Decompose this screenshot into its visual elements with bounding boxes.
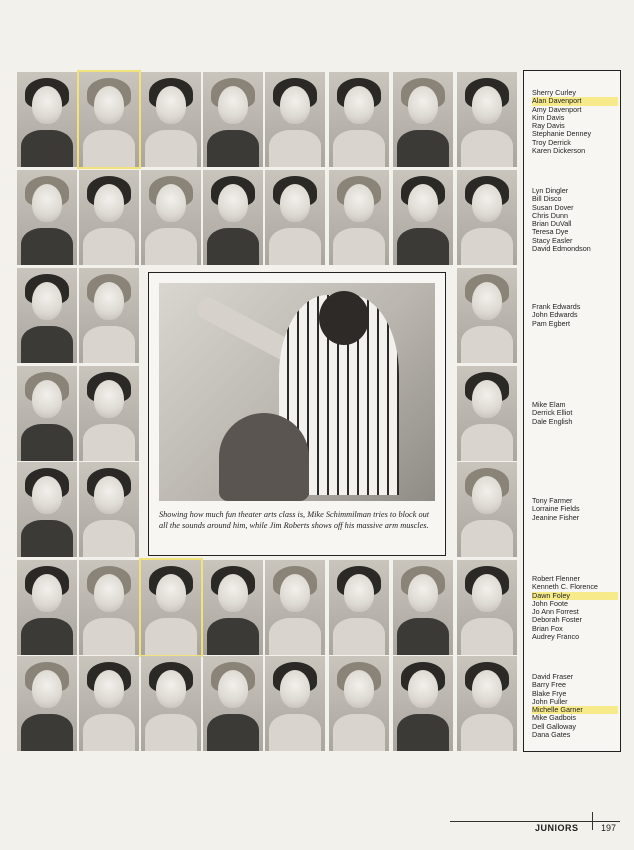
name-group: [532, 89, 618, 155]
student-name: Jo Ann Forrest: [532, 607, 579, 617]
student-name: Blake Frye: [532, 688, 567, 698]
student-name: Derrick Elliot: [532, 408, 573, 418]
feature-photo: [159, 283, 435, 501]
student-portrait: [393, 170, 453, 265]
student-name: Dana Gates: [532, 730, 571, 740]
student-portrait: [393, 72, 453, 167]
student-name: Pam Egbert: [532, 318, 570, 328]
student-name: Jeanine Fisher: [532, 512, 580, 522]
student-name: David Fraser: [532, 672, 574, 681]
student-portrait: [141, 72, 201, 167]
student-portrait: [17, 72, 77, 167]
student-portrait: [79, 560, 139, 655]
student-portrait: [203, 170, 263, 265]
student-portrait: [329, 170, 389, 265]
student-portrait: [79, 366, 139, 461]
student-name: John Fuller: [532, 696, 568, 706]
name-group: [532, 673, 618, 739]
student-portrait: [457, 366, 517, 461]
student-name: Karen Dickerson: [532, 146, 586, 156]
student-name: Barry Free: [532, 680, 566, 690]
student-portrait: [79, 462, 139, 557]
seated-figure: [219, 413, 309, 501]
student-name: Kim Davis: [532, 112, 565, 122]
figure-head: [319, 291, 369, 345]
student-name: Stacy Easler: [532, 235, 573, 245]
student-name: Dawn Foley: [532, 592, 618, 600]
student-name: Brian DuVall: [532, 219, 572, 229]
feature-caption: Showing how much fun theater arts class is, Mike Schimmilman tries to block out all the sounds around him, while Jim Roberts shows off his massive arm muscles.: [159, 510, 430, 530]
student-name: Mike Elam: [532, 400, 566, 409]
name-group: [532, 575, 618, 641]
student-portrait: [203, 656, 263, 751]
student-name: Lyn Dingler: [532, 186, 569, 195]
student-portrait: [265, 656, 325, 751]
student-portrait: [457, 462, 517, 557]
student-name: Mike Gadbois: [532, 713, 576, 723]
student-portrait: [141, 656, 201, 751]
student-name: Tony Farmer: [532, 496, 573, 505]
student-portrait: [457, 170, 517, 265]
student-portrait: [17, 656, 77, 751]
student-name: Dale English: [532, 416, 573, 426]
student-name: Amy Davenport: [532, 104, 582, 114]
footer-rule: [450, 821, 620, 822]
student-name: David Edmondson: [532, 244, 591, 254]
section-label: JUNIORS: [535, 823, 579, 833]
name-group: [532, 401, 618, 426]
student-portrait: [79, 268, 139, 363]
student-portrait: [329, 656, 389, 751]
student-name: Bill Disco: [532, 194, 562, 204]
student-name: Stephanie Denney: [532, 129, 592, 139]
student-portrait: [17, 462, 77, 557]
student-name: John Edwards: [532, 310, 578, 320]
student-portrait: [79, 170, 139, 265]
name-group: [532, 187, 618, 253]
student-portrait: [393, 656, 453, 751]
student-name: Lorraine Fields: [532, 504, 580, 514]
student-portrait: [329, 72, 389, 167]
student-portrait: [203, 72, 263, 167]
student-portrait: [265, 170, 325, 265]
student-portrait: [393, 560, 453, 655]
student-name: Ray Davis: [532, 121, 565, 131]
student-portrait: [265, 72, 325, 167]
student-name: Dell Galloway: [532, 721, 576, 731]
student-portrait: [141, 170, 201, 265]
student-portrait: [17, 170, 77, 265]
student-portrait: [79, 656, 139, 751]
student-portrait: [17, 560, 77, 655]
student-portrait: [17, 268, 77, 363]
student-portrait: [457, 560, 517, 655]
name-group: [532, 303, 618, 328]
student-name: Michelle Garner: [532, 706, 618, 714]
student-portrait: [203, 560, 263, 655]
student-name: Susan Dover: [532, 202, 574, 212]
student-portrait: [457, 268, 517, 363]
student-name: Deborah Foster: [532, 615, 582, 625]
student-name: Robert Flenner: [532, 574, 580, 583]
feature-photo-box: [148, 272, 446, 556]
name-group: [532, 497, 618, 522]
student-name: Chris Dunn: [532, 210, 568, 220]
student-portrait: [17, 366, 77, 461]
footer-divider: [592, 812, 593, 830]
student-name: Troy Derrick: [532, 137, 571, 147]
student-portrait: [141, 560, 201, 655]
name-column: [523, 70, 621, 752]
student-portrait: [265, 560, 325, 655]
student-name: Brian Fox: [532, 623, 563, 633]
student-name: Sherry Curley: [532, 88, 576, 97]
student-name: Teresa Dye: [532, 227, 569, 237]
student-name: John Foote: [532, 598, 568, 608]
student-name: Frank Edwards: [532, 302, 581, 311]
student-portrait: [79, 72, 139, 167]
student-name: Alan Davenport: [532, 97, 618, 105]
student-portrait: [457, 656, 517, 751]
page-number: 197: [601, 823, 617, 833]
student-name: Kenneth C. Florence: [532, 582, 598, 592]
student-portrait: [457, 72, 517, 167]
student-portrait: [329, 560, 389, 655]
student-name: Audrey Franco: [532, 632, 580, 642]
